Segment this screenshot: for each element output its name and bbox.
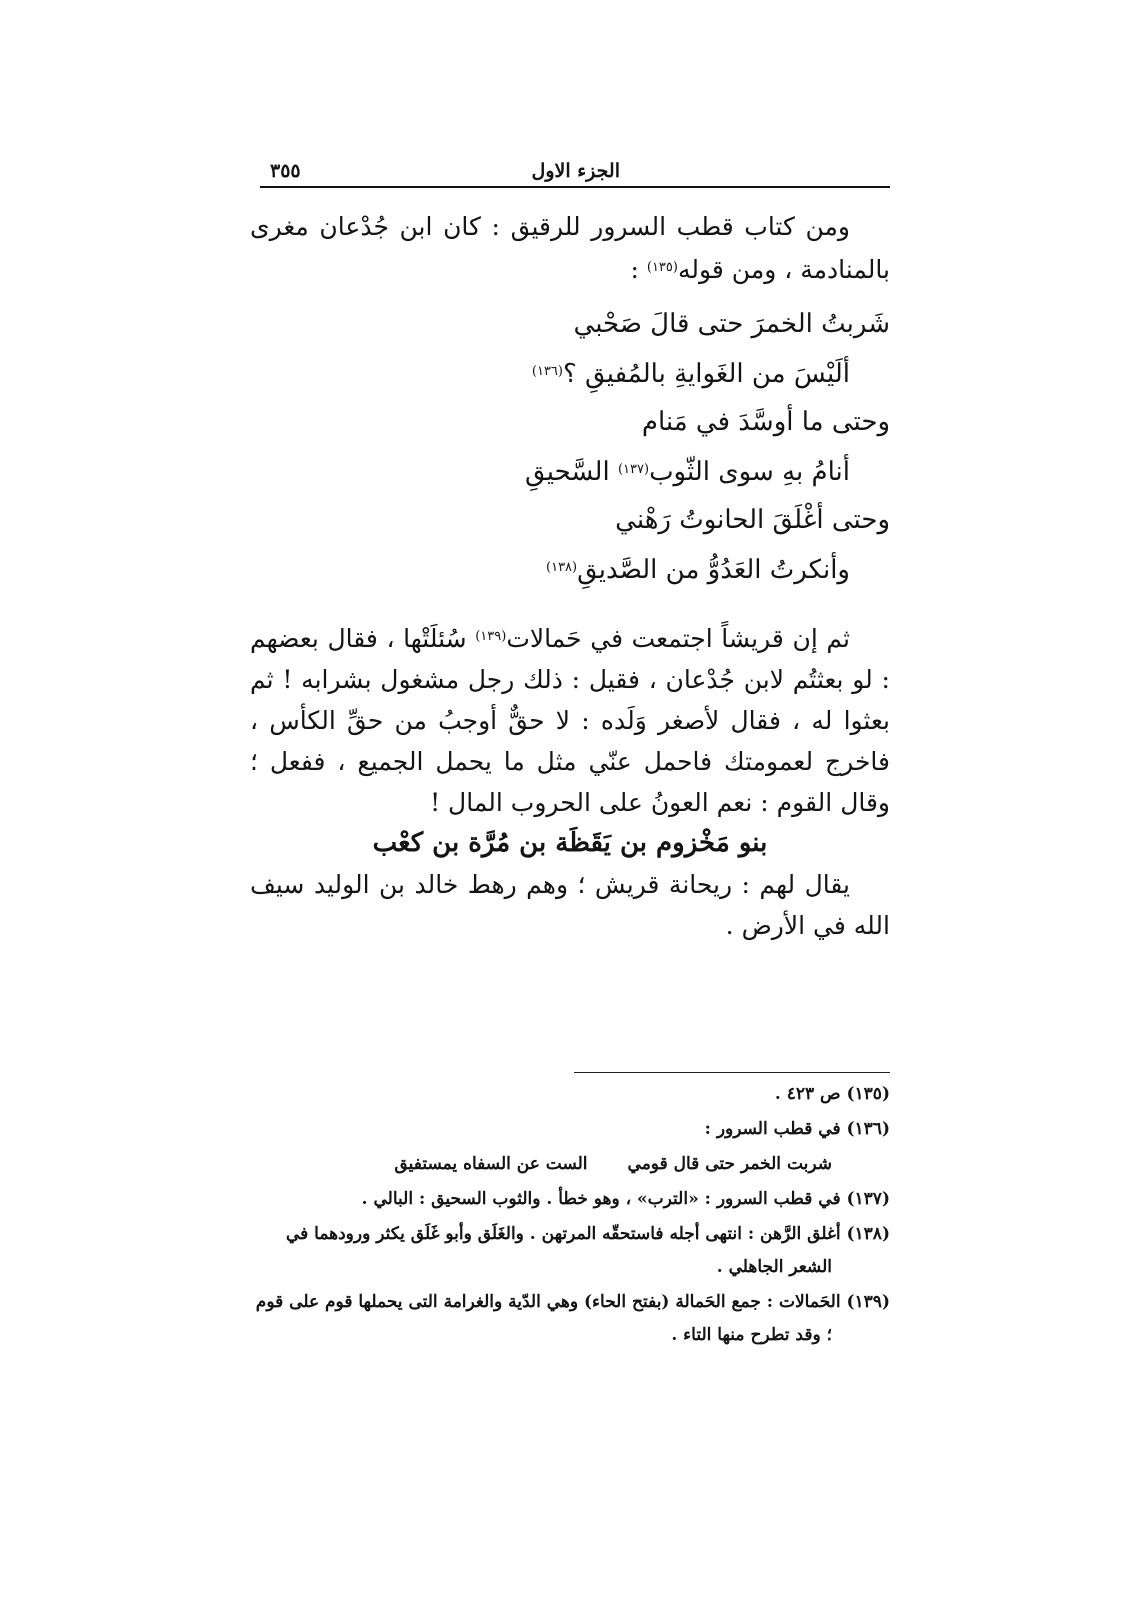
intro-paragraph [250, 206, 890, 290]
footnote-ref: (١٣٩) [475, 629, 507, 644]
running-header [262, 158, 890, 188]
poem-line: شَربتُ الخمرَ حتى قالَ صَحْبي [573, 309, 890, 339]
poem-line: وأنكرتُ العَدُوُّ من الصَّديقِ$^{(١٣٨)}$ [546, 555, 850, 585]
poem [250, 300, 890, 594]
footnote-ref: (١٣٥) [646, 260, 678, 275]
footnote-rule [574, 1072, 890, 1073]
footnote-136: (١٣٦) في قطب السرور : [704, 1119, 890, 1139]
footnote-136-verse: شربت الخمر حتى قال قومي الست عن السفاه يمستفيق [394, 1154, 832, 1174]
poem-line: ألَيْسَ من الغَوايةِ بالمُفيقِ ؟$^{(١٣٦)}$ [531, 359, 850, 389]
poem-line: وحتى أغْلَقَ الحانوتُ رَهْني [615, 505, 890, 535]
footnotes [250, 1078, 890, 1354]
part-title: الجزء الاول [531, 160, 620, 182]
footnote-ref: (١٣٦) [531, 364, 563, 379]
intro-end: : [630, 255, 647, 284]
poem-line: وحتى ما أوسَّدَ في مَنام [641, 407, 890, 437]
footnote-137: (١٣٧) في قطب السرور : «الترب» ، وهو خطأ . والثوب السحيق : البالي . [361, 1189, 890, 1209]
header-rule [260, 186, 890, 188]
intro-text: ومن كتاب قطب السرور للرقيق : كان ابن جُدْعان مغرى بالمنادمة ، ومن قوله [250, 212, 890, 284]
footnote-ref: (١٣٨) [546, 560, 578, 575]
section-paragraph: يقال لهم : ريحانة قريش ؛ وهم رهط خالد بن الوليد سيف الله في الأرض . [250, 870, 890, 940]
footnote-135: (١٣٥) ص ٤٢٣ . [774, 1084, 890, 1104]
footnote-138: (١٣٨) أغلق الرَّهن : انتهى أجله فاستحقّه المرتهن . والغَلَق وأبو غَلَق يكثر ورودهما في الشعر الجاهلي . [285, 1224, 890, 1277]
section-heading: بنو مَخْزوم بن يَقَظَة بن مُرَّة بن كعْب [372, 828, 768, 858]
footnote-ref: (١٣٧) [617, 462, 650, 477]
page-number: ٣٥٥ [270, 160, 301, 182]
story-paragraph: ثم إن قريشاً اجتمعت في حَمالات$^{(١٣٩)}$ سُئلَتْها ، فقال بعضهم : لو بعثتُم لابن جُدْعان ، فقيل : ذلك رجل مشغول بشرابه ! ثم بعثوا له ، فقال لأصغر وَلَده : لا حقٌّ أوجبُ من حقِّ الكأس ، فاخرج لعمومتك فاحمل عنّي مثل ما يحمل الجميع ، ففعل ؛ وقال القوم : نعم العونُ على الحروب المال ! [250, 624, 890, 817]
main-text [250, 206, 890, 946]
footnote-139: (١٣٩) الحَمالات : جمع الحَمالة (بفتح الحاء) وهي الدّية والغرامة التى يحملها قوم على قوم ؛ وقد تطرح منها التاء . [255, 1292, 890, 1345]
poem-line: أنامُ بهِ سوى الثّوب$^{(١٣٧)}$ السَّحيقِ [525, 457, 850, 487]
